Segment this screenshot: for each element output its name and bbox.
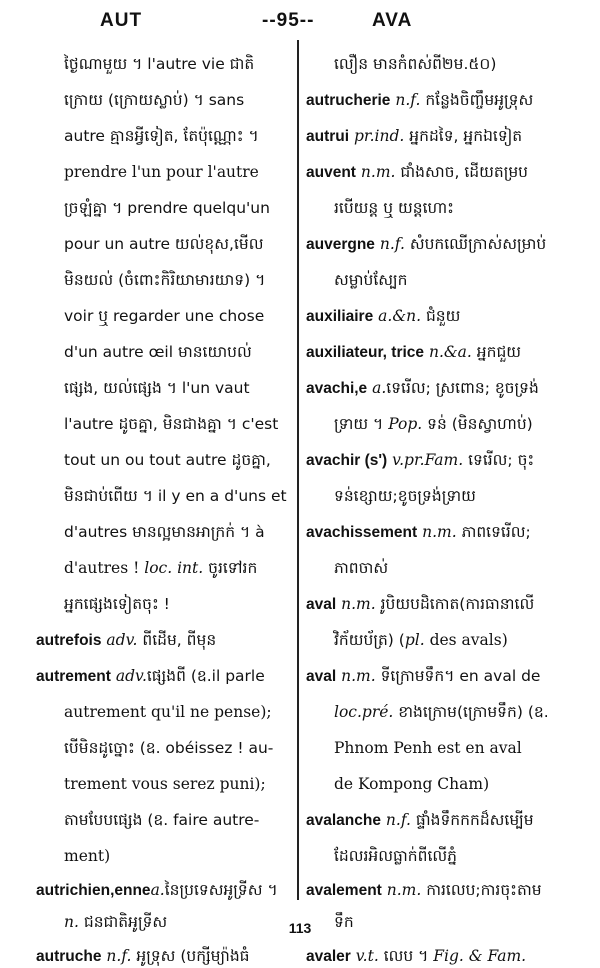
entry-text: រូបិយបដិកោត(ការធានាលើ (375, 595, 535, 613)
entry-text: អ្នកដទៃ, អ្នកឯទៀត (404, 127, 523, 145)
entry-text: ទន់ (មិនស្វាហាប់) (422, 415, 533, 433)
entry-text: ទឹក (334, 913, 354, 931)
entry-text: ថ្ងៃណាមួយ ។ l'autre vie ជាតិ (64, 55, 255, 73)
entry-continuation-line (64, 270, 265, 292)
entry-text: ផ្ទាំងទឹកកកដ៏សម្បើម (410, 811, 534, 829)
dictionary-entry-line (306, 162, 528, 184)
entry-continuation-line (334, 630, 508, 652)
entry-text: លេប ។ (378, 947, 434, 965)
entry-text: សំបកឈើក្រាស់សម្រាប់ (404, 235, 547, 253)
entry-text: ទន់ខ្សោយ;ខូចទ្រង់ទ្រាយ (334, 487, 476, 505)
entry-continuation-line (64, 486, 287, 508)
entry-continuation-line (64, 810, 259, 832)
grammar-label: loc. int. (144, 559, 204, 577)
grammar-label: n.m. (341, 667, 376, 685)
entry-text: អ្នកផ្សេងទៀតចុះ ! (64, 595, 170, 613)
headword: avachir (s') (306, 452, 388, 469)
entry-continuation-line (64, 378, 250, 400)
entry-text: Phnom Penh est en aval (334, 739, 522, 757)
entry-text: autrement qu'il ne pense); (64, 703, 272, 721)
entry-text: pour un autre យល់ខុស,មើល (64, 235, 264, 253)
headword: autrefois (36, 632, 102, 649)
entry-text: ច្រឡំគ្នា ។ prendre quelqu'un (64, 199, 270, 217)
entry-text: វិក័យប័ត្រ) ( (334, 631, 405, 649)
entry-text: លឿន មានកំពស់ពី២ម.៥០) (334, 55, 497, 73)
dictionary-entry-line (306, 234, 546, 256)
grammar-label: n. (64, 913, 79, 931)
headword: aval (306, 668, 337, 685)
headword: avalanche (306, 812, 381, 829)
entry-text: ពីដើម, ពីមុន (137, 631, 217, 649)
header-page-marker: --95-- (262, 10, 315, 31)
entry-continuation-line (334, 54, 496, 76)
entry-continuation-line (64, 90, 244, 112)
entry-text: ទ្រាយ ។ (334, 415, 389, 433)
headword: autrement (36, 668, 111, 685)
entry-text: trement vous serez puni); (64, 775, 266, 793)
entry-text: ទីក្រោមទឹក។ en aval de (375, 667, 541, 685)
entry-continuation-line (334, 774, 489, 796)
dictionary-entry-line (36, 946, 250, 968)
grammar-label: n.f. (379, 235, 405, 253)
entry-text: មិនជាប់ពើយ ។ il y en a d'uns et (64, 487, 287, 505)
entry-continuation-line (334, 414, 533, 436)
grammar-label: n.m. (386, 881, 422, 899)
dictionary-entry-line (306, 946, 526, 968)
headword: autrui (306, 128, 350, 145)
headword: auxiliateur, trice (306, 344, 425, 361)
dictionary-entry-line (36, 666, 265, 688)
entry-text: tout un ou tout autre ដូចគ្នា, (64, 451, 271, 469)
entry-text: តាមបែបផ្សេង (ឧ. faire autre- (64, 811, 260, 829)
entry-text: ment) (64, 847, 111, 865)
headword: autrichien,enne (36, 882, 151, 899)
entry-text: ផ្សេង, យល់ផ្សេង ។ l'un vaut (64, 379, 250, 397)
entry-text: ផ្សេងពី (ឧ.il parle (146, 667, 265, 685)
entry-text: ជំនួយ (421, 307, 461, 325)
entry-text: ភាពទេរើល; (456, 523, 531, 541)
dictionary-entry-line (306, 594, 534, 616)
grammar-label: n.m. (422, 523, 457, 541)
entry-continuation-line (64, 198, 270, 220)
entry-continuation-line (334, 738, 522, 760)
entry-text: ការលេប;ការចុះតាម (421, 881, 542, 899)
grammar-label: pl. (404, 631, 425, 649)
header-left-guideword: AUT (100, 10, 143, 31)
entry-continuation-line (64, 306, 264, 328)
entry-text: des avals) (424, 631, 508, 649)
entry-text: de Kompong Cham) (334, 775, 490, 793)
grammar-label: adv. (106, 631, 138, 649)
grammar-label: adv. (115, 667, 147, 685)
page-number: 113 (288, 920, 312, 936)
grammar-label: n.&a. (428, 343, 472, 361)
entry-continuation-line (64, 342, 252, 364)
entry-text: ទេរើល; ចុះ (463, 451, 535, 469)
entry-continuation-line (64, 126, 259, 148)
page-header (0, 8, 600, 38)
grammar-label: Pop. (388, 415, 423, 433)
entry-continuation-line (334, 198, 454, 220)
entry-text: ចូរទៅរក (203, 559, 258, 577)
dictionary-entry-line (306, 378, 539, 400)
grammar-label: a. (150, 881, 165, 899)
entry-continuation-line (334, 270, 408, 292)
entry-continuation-line (64, 162, 259, 184)
grammar-label: loc.pré. (334, 703, 394, 721)
grammar-label: v.t. (355, 947, 379, 965)
headword: auxiliaire (306, 308, 374, 325)
entry-text: d'autres មានល្អមានអាក្រក់ ។ à (64, 523, 265, 541)
grammar-label: pr.ind. (354, 127, 405, 145)
entry-continuation-line (64, 846, 110, 868)
dictionary-entry-line (306, 306, 460, 328)
dictionary-entry-line (306, 90, 533, 112)
dictionary-entry-line (306, 126, 522, 148)
dictionary-entry-line (306, 522, 531, 544)
column-divider (297, 40, 299, 900)
entry-continuation-line (64, 414, 278, 436)
entry-text: បើមិនដូច្នោះ (ឧ. obéissez ! au- (64, 739, 274, 757)
entry-text: d'un autre œil មានយោបល់ (64, 343, 252, 361)
entry-continuation-line (64, 54, 254, 76)
headword: avachi,e (306, 380, 368, 397)
headword: avachissement (306, 524, 418, 541)
grammar-label: n.f. (106, 947, 132, 965)
headword: avaler (306, 948, 351, 965)
entry-continuation-line (64, 234, 263, 256)
entry-text: ដែលរអិលធ្លាក់ពីលើភ្នំ (334, 847, 457, 865)
entry-text: សម្លាប់ស្បែក (334, 271, 408, 289)
entry-text: autre គ្មានអ្វីទៀត, តែប៉ុណ្ណោះ ។ (64, 127, 259, 145)
entry-continuation-line (334, 486, 476, 508)
grammar-label: n.f. (395, 91, 421, 109)
entry-text: ភាពចាស់ (334, 559, 389, 577)
headword: autruche (36, 948, 102, 965)
entry-text: ក្រោយ (ក្រោយស្លាប់) ។ sans (64, 91, 245, 109)
grammar-label: a.&n. (378, 307, 422, 325)
dictionary-entry-line (36, 630, 216, 652)
entry-continuation-line (64, 702, 272, 724)
entry-text: នៃប្រទេសអូទ្រីស ។ (164, 881, 278, 899)
header-right-guideword: AVA (372, 10, 413, 31)
dictionary-entry-line (306, 810, 534, 832)
entry-text: អូទ្រុស (បក្សីម្យ៉ាងធំ (131, 947, 250, 965)
entry-continuation-line (64, 594, 170, 616)
entry-text: របើយន្ត ឬ យន្តហោះ (334, 199, 454, 217)
grammar-label: n.f. (385, 811, 411, 829)
entry-text: អ្នកជួយ (471, 343, 522, 361)
dictionary-entry-line (306, 666, 540, 688)
headword: autrucherie (306, 92, 391, 109)
entry-text: ទេរើល; ស្រពោន; ខូចទ្រង់ (386, 379, 539, 397)
entry-text: voir ឬ regarder une chose (64, 307, 265, 325)
headword: avalement (306, 882, 382, 899)
entry-continuation-line (334, 846, 457, 868)
dictionary-entry-line (306, 880, 542, 902)
entry-continuation-line (64, 774, 266, 796)
entry-continuation-line (64, 738, 273, 760)
grammar-label: n.m. (341, 595, 376, 613)
headword: aval (306, 596, 337, 613)
headword: auvent (306, 164, 356, 181)
entry-text: ជនជាតិអូទ្រីស (78, 913, 168, 931)
dictionary-entry-line (36, 880, 278, 902)
entry-continuation-line (64, 522, 265, 544)
entry-continuation-line (334, 702, 549, 724)
grammar-label: v.pr.Fam. (392, 451, 464, 469)
entry-text: d'autres ! (64, 559, 145, 577)
grammar-label: n.m. (360, 163, 396, 181)
grammar-label: Fig. & Fam. (433, 947, 527, 965)
entry-text: ជាំងសាច, ដើយតម្រប (395, 163, 528, 181)
entry-continuation-line (334, 558, 388, 580)
headword: auvergne (306, 236, 375, 253)
dictionary-entry-line (306, 450, 534, 472)
entry-text: l'autre ដូចគ្នា, មិនជាងគ្នា ។ c'est (64, 415, 279, 433)
entry-text: មិនយល់ (ចំពោះកិរិយាមារយាទ) ។ (64, 271, 266, 289)
entry-continuation-line (64, 450, 271, 472)
entry-text: កន្លែងចិញ្ចឹមអូទ្រុស (420, 91, 534, 109)
entry-text: ខាងក្រោម(ក្រោមទឹក) (ឧ. (393, 703, 549, 721)
dictionary-entry-line (306, 342, 521, 364)
grammar-label: a. (372, 379, 387, 397)
entry-continuation-line (64, 558, 257, 580)
entry-text: prendre l'un pour l'autre (64, 163, 259, 181)
